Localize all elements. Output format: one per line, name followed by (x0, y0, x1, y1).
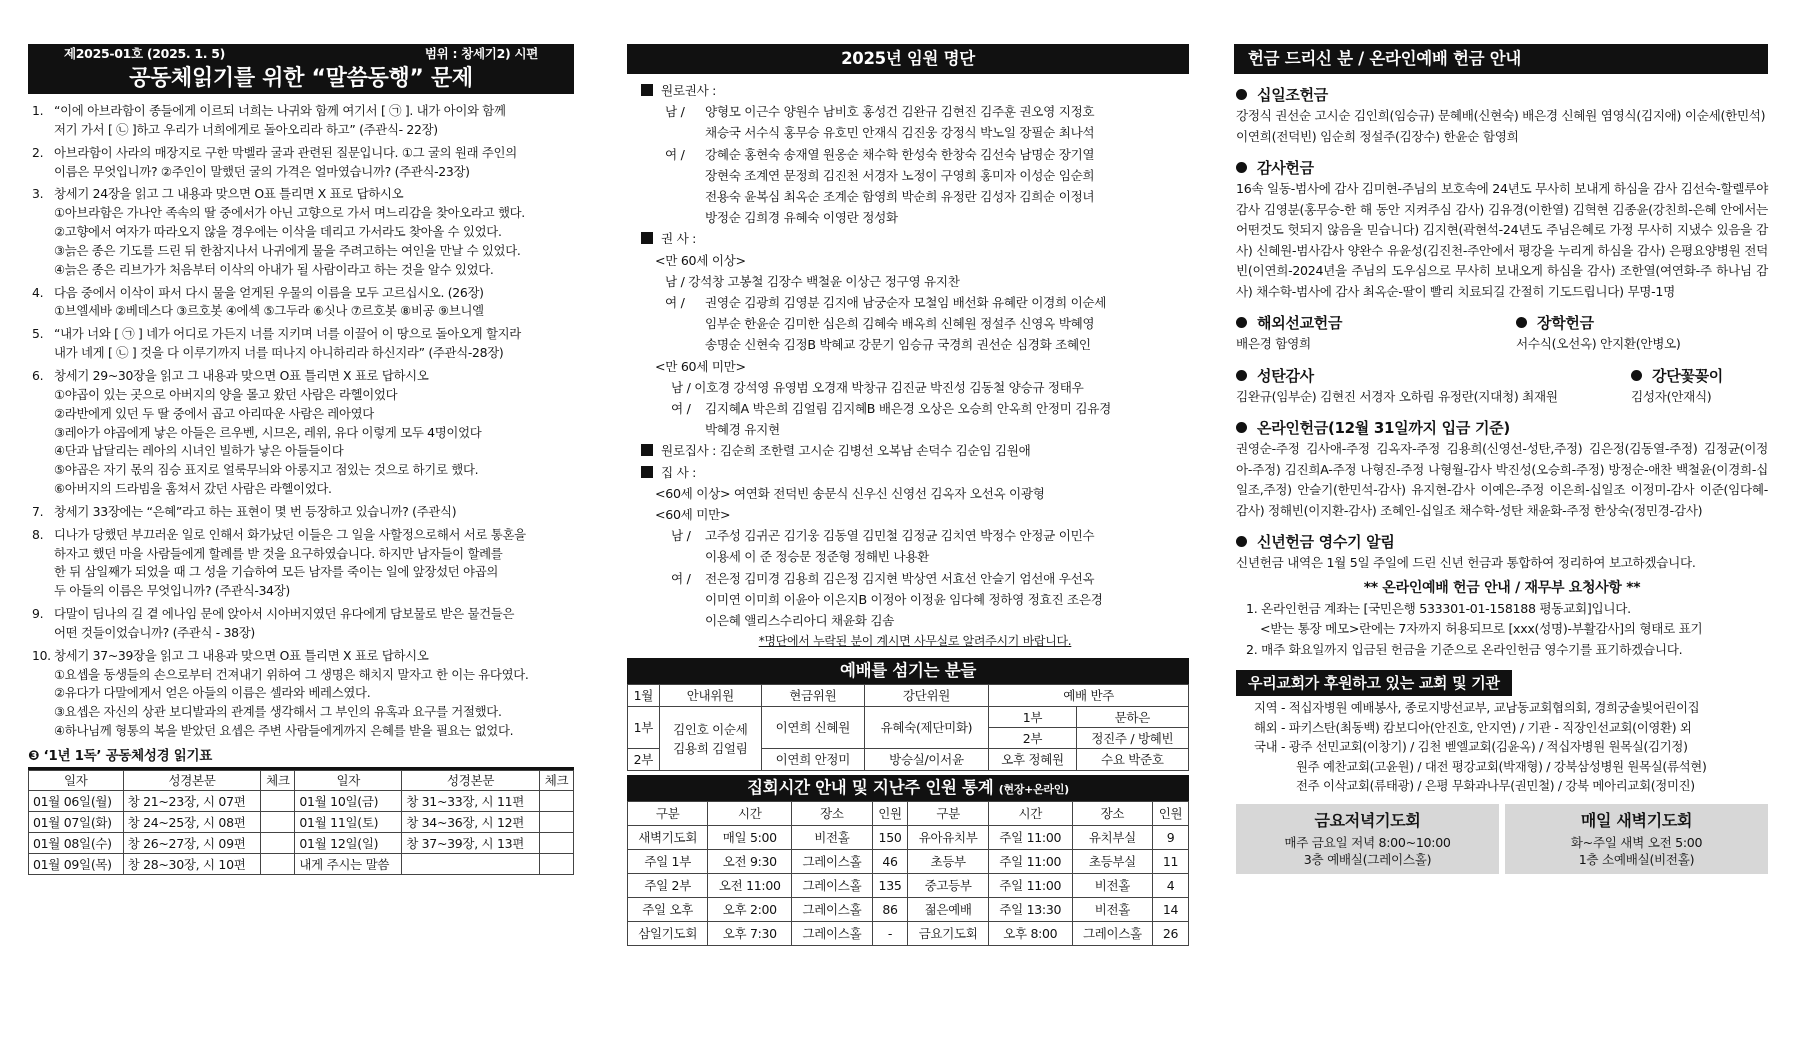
schedule-cell: 01월 10일(금) (295, 791, 402, 812)
question-line: 아브라함이 사라의 매장지로 구한 막벨라 굴과 관련된 질문입니다. ①그 굴의 원래 주인의 (54, 144, 517, 160)
quiz-question (32, 605, 574, 643)
stats-cell: 오후 8:00 (988, 922, 1072, 946)
question-number: 1. (32, 103, 44, 118)
request-item-1: 1. 온라인헌금 계좌는 [국민은행 533301-01-158188 평동교회]입니다. (1246, 600, 1631, 616)
stats-header-cell: 구분 (628, 802, 708, 826)
question-number: 9. (32, 606, 44, 622)
quiz-header (28, 44, 574, 94)
question-option: ③요셉은 자신의 상관 보디발과의 관계를 생각해서 그 부인의 유혹과 요구를 거절했다. (54, 704, 502, 720)
name-line: 이미연 이미희 이윤아 이은지B 이정아 이정윤 임다혜 정하영 정효진 조은경 (705, 591, 1103, 607)
schedule-cell (261, 854, 295, 875)
quiz-question (32, 325, 574, 363)
schedule-row (29, 812, 574, 833)
schedule-cell (540, 791, 574, 812)
servers-title: 예배를 섬기는 분들 (627, 658, 1189, 684)
schedule-cell: 01월 11일(토) (295, 812, 402, 833)
stats-cell: 오후 7:30 (708, 922, 792, 946)
name-line: 김지혜A 박은희 김얼림 김지혜B 배은경 오상은 오승희 안옥희 안정미 김유경 (705, 401, 1111, 417)
name-line: 이은혜 앨리스수리아디 채윤화 김솜 (705, 613, 895, 629)
left-column (28, 44, 574, 875)
stats-header-cell: 장소 (792, 802, 872, 826)
online-heading: 온라인헌금(12월 31일까지 입금 기준) (1257, 419, 1510, 437)
dawn-prayer-time: 화~주일 새벽 오전 5:00 (1570, 834, 1703, 850)
jipsa-female-names (705, 568, 1103, 632)
stats-cell: - (872, 922, 908, 946)
schedule-row (29, 791, 574, 812)
stats-cell: 4 (1153, 874, 1189, 898)
question-option: ④늙은 종은 리브가가 처음부터 이삭의 아내가 될 사람이라고 하는 것을 알수 있었다. (54, 261, 494, 277)
stats-cell: 46 (872, 850, 908, 874)
question-option: ⑥아버지의 드라빔을 훔쳐서 갔던 사람은 라헬이었다. (54, 481, 332, 497)
servers-header-cell: 예배 반주 (989, 685, 1189, 707)
bullet-square-icon (641, 444, 653, 456)
bullet-square-icon (641, 466, 653, 478)
question-number: 5. (32, 326, 44, 342)
schedule-cell (261, 791, 295, 812)
servers-header-cell: 현금위원 (762, 685, 865, 707)
friday-prayer-box (1236, 804, 1499, 874)
support-line: 국내 - 광주 선민교회(이창기) / 김천 벧엘교회(김윤옥) / 적십자병원 원목실(김기정) (1254, 739, 1688, 755)
name-line: 권영순 김광희 김영분 김지애 남궁순자 모철임 배선화 유혜란 이경희 이순세 (705, 295, 1107, 311)
kwonsa-60up-female-label: 여 / (665, 295, 685, 311)
schedule-header-cell: 일자 (295, 771, 402, 791)
bullet-dot-icon (1236, 162, 1247, 173)
jipsa-female-label: 여 / (671, 570, 691, 586)
schedule-header-cell: 체크 (261, 771, 295, 791)
stats-header-cell: 장소 (1072, 802, 1152, 826)
jipsa-male-label: 남 / (671, 528, 691, 544)
stats-cell: 유아유치부 (908, 826, 988, 850)
kwonsa-label: 권 사 : (661, 231, 697, 247)
stats-cell: 그레이스홀 (792, 874, 872, 898)
stats-row (628, 922, 1189, 946)
stats-row (628, 826, 1189, 850)
schedule-cell: 01월 06일(월) (29, 791, 124, 812)
thanks-list: 16속 일동-범사에 감사 김미현-주님의 보호속에 24년도 무사히 보내게 하심을 감사 김선숙-할렐루야 감사 김영분(홍무승-한 해 동안 지켜주심 감사) 김유경(이한열) 김혁현 김종윤(강친희-은혜 안에서는 어떤것도 헛되지 않음을 믿습니다) 김지현(곽현석-24년도 주님은혜로 가정 무사히 지냈수 있음을 감사) 신혜원-범사감사 양완수 유윤성(김진천-주안에서 평강을 누리게 하심을 감사) 은평요양병원 전덕빈(이연희-2024년을 주님의 도우심으로 무사히 보내오게 하심을 감사) 조한열(여연화-주 하나님 감사) 채수학-범사에 감사 최옥순-딸이 빨리 치료되길 간절히 기도드립니다) 무명-1명 (1236, 181, 1768, 299)
stats-title-small: (현장+온라인) (998, 783, 1069, 797)
schedule-header-cell: 성경본문 (123, 771, 261, 791)
officers-title: 2025년 임원 명단 (627, 44, 1189, 74)
servers-cell: 수요 박준호 (1076, 749, 1188, 771)
stats-cell: 14 (1153, 898, 1189, 922)
kwonsa-60up-label: <만 60세 이상> (655, 252, 746, 268)
servers-guides (659, 707, 762, 771)
stats-cell: 135 (872, 874, 908, 898)
kwonsa-60down-female-names (705, 398, 1111, 440)
stats-cell: 주일 11:00 (988, 850, 1072, 874)
request-item-2: 2. 매주 화요일까지 입금된 헌금을 기준으로 온라인헌금 영수기를 표기하겠습니다. (1246, 641, 1683, 657)
stats-table (627, 801, 1189, 946)
question-option: ②유다가 다말에게서 얻은 아들의 이름은 셀라와 베레스였다. (54, 685, 371, 701)
mission-list: 배은경 함영희 (1236, 336, 1311, 351)
schedule-cell: 01월 12일(일) (295, 833, 402, 854)
schedule-row (29, 833, 574, 854)
bullet-dot-icon (1236, 370, 1247, 381)
servers-cell: 2부 (989, 728, 1076, 749)
christmas-list: 김완규(임부순) 김현진 서경자 오하림 유정란(지대청) 최재원 (1236, 388, 1558, 404)
question-number: 3. (32, 186, 44, 202)
schedule-cell (540, 833, 574, 854)
bullet-dot-icon (1236, 317, 1247, 328)
name-line: 채승국 서수식 홍무승 유호민 안재식 김진웅 강정식 박노일 장필순 최나석 (705, 125, 1095, 141)
request-item-1-note: <받는 통장 메모>란에는 7자까지 허용되므로 [xxx(성명)-부활감사]의 형태로 표기 (1260, 621, 1703, 637)
quiz-question (32, 647, 574, 741)
stats-cell: 26 (1153, 922, 1189, 946)
servers-cell: 1부 (989, 707, 1076, 728)
elders-male-names (705, 101, 1094, 143)
question-option: ①아브라함은 가나안 족속의 딸 중에서가 아닌 고향으로 가서 며느리감을 찾아오라고 했다. (54, 205, 525, 221)
stats-cell: 유치부실 (1072, 826, 1152, 850)
kwonsa-60down-female-label: 여 / (671, 401, 691, 417)
question-line: 한 뒤 삼일째가 되었을 때 그 성을 기습하여 모든 남자를 죽이는 일에 앞장섰던 야곱의 (54, 564, 499, 580)
newyear-heading: 신년헌금 영수기 알림 (1257, 533, 1395, 551)
schedule-header-cell: 체크 (540, 771, 574, 791)
elders-male-label: 남 / (665, 104, 685, 120)
schedule-header-cell: 일자 (29, 771, 124, 791)
kwonsa-60down-label: <만 60세 미만> (655, 358, 746, 374)
name-line: 강혜순 홍현숙 송재열 원옹순 채수학 한성숙 한창숙 김선숙 남명순 장기열 (705, 146, 1095, 162)
friday-prayer-title: 금요저녁기도회 (1314, 810, 1421, 830)
dawn-prayer-box (1505, 804, 1768, 874)
schedule-cell: 01월 09일(목) (29, 854, 124, 875)
question-option: ①요셉을 동생들의 손으로부터 건져내기 위하여 그 생명은 해치지 말자고 한 이는 유다였다. (54, 666, 529, 682)
kwonsa-60up-male: 남 / 강석창 고봉철 김장수 백철윤 이상근 정구영 유지찬 (665, 273, 960, 289)
schedule-table (28, 770, 574, 875)
stats-cell: 주일 13:30 (988, 898, 1072, 922)
name-line: 고주성 김귀곤 김기웅 김동열 김민철 김정균 김치연 박정수 안정균 이민수 (705, 528, 1095, 544)
servers-month: 1월 (628, 685, 660, 707)
stats-cell: 초등부실 (1072, 850, 1152, 874)
servers-cell: 오후 정혜원 (989, 749, 1076, 771)
bullet-dot-icon (1631, 370, 1642, 381)
stats-cell: 150 (872, 826, 908, 850)
question-number: 2. (32, 144, 44, 160)
schedule-cell: 내게 주시는 말씀 (295, 854, 402, 875)
stats-cell: 비전홀 (1072, 874, 1152, 898)
question-option: ④단과 납달리는 레아의 시녀인 빌하가 낳은 아들들이다 (54, 443, 344, 459)
servers-cell: 문하은 (1076, 707, 1188, 728)
question-line: 이름은 무엇입니까? ②주인이 말했던 굴의 가격은 얼마였습니까? (주관식-23장) (54, 163, 470, 179)
question-number: 8. (32, 526, 44, 542)
stats-header-cell: 시간 (988, 802, 1072, 826)
issue-number: 제2025-01호 (2025. 1. 5) (64, 46, 226, 61)
servers-cell: 2부 (628, 749, 660, 771)
servers-cell: 김인호 이순세 (673, 721, 748, 737)
middle-column (627, 44, 1189, 946)
schedule-header-cell: 성경본문 (402, 771, 540, 791)
stats-cell: 매일 5:00 (708, 826, 792, 850)
name-line: 전용숙 윤복심 최옥순 조계순 함영희 박순희 유정란 김성자 김희순 이정녀 (705, 189, 1095, 205)
quiz-question (32, 367, 574, 499)
bullet-dot-icon (1236, 89, 1247, 100)
stats-row (628, 898, 1189, 922)
schedule-cell: 창 21~23장, 시 07편 (123, 791, 261, 812)
question-line: 창세기 37~39장을 읽고 그 내용과 맞으면 O표 틀리면 X 표로 답하시오 (54, 647, 429, 663)
request-heading: ** 온라인예배 헌금 안내 / 재무부 요청사항 ** (1363, 579, 1641, 596)
scholarship-heading: 장학헌금 (1537, 314, 1594, 332)
name-line: 방정순 김희경 유혜숙 이영란 정성화 (705, 210, 898, 226)
friday-prayer-time: 매주 금요일 저녁 8:00~10:00 (1284, 834, 1451, 850)
support-line: 해외 - 파키스탄(최동백) 캄보디아(안진호, 안지연) / 기관 - 직장인선교회(이영환) 외 (1254, 719, 1692, 735)
quiz-question (32, 185, 574, 279)
support-line: 원주 예찬교회(고윤원) / 대전 평강교회(박재형) / 강북삼성병원 원목실(류석현) (1296, 758, 1707, 774)
schedule-cell: 창 24~25장, 시 08편 (123, 812, 261, 833)
dawn-prayer-title: 매일 새벽기도회 (1580, 810, 1693, 830)
schedule-row (29, 854, 574, 875)
question-number: 4. (32, 284, 44, 300)
name-line: 송명순 신현숙 김정B 박혜교 강문기 임승규 국경희 권선순 심경화 조혜인 (705, 337, 1091, 353)
schedule-cell: 01월 07일(화) (29, 812, 124, 833)
stats-row (628, 850, 1189, 874)
support-line: 지역 - 적십자병원 예배봉사, 종로지방선교부, 교남동교회협의회, 경희궁솔빛어린이집 (1254, 700, 1700, 716)
schedule-cell (261, 833, 295, 854)
servers-cell: 이연희 안정미 (762, 749, 865, 771)
schedule-cell (261, 812, 295, 833)
jipsa-label: 집 사 : (661, 464, 697, 480)
jipsa-60down-label: <60세 미만> (655, 507, 731, 523)
bullet-square-icon (641, 232, 653, 244)
kwonsa-60down-male: 남 / 이호경 강석영 유영범 오경재 박창규 김진균 박진성 김동철 양승규 정태우 (671, 379, 1084, 395)
thanks-heading: 감사헌금 (1257, 159, 1314, 177)
name-line: 박혜경 유지현 (705, 422, 780, 438)
bullet-dot-icon (1236, 536, 1247, 547)
christmas-heading: 성탄감사 (1257, 366, 1314, 385)
question-line: 어떤 것들이었습니까? (주관식 - 38장) (54, 624, 255, 640)
question-option: ①야곱이 있는 곳으로 아버지의 양을 몰고 왔던 사람은 라헬이었다 (54, 386, 398, 402)
name-line: 양형모 이근수 양원수 남비호 홍성건 김완규 김현진 김주훈 권오영 지정호 (705, 104, 1095, 120)
stats-cell: 86 (872, 898, 908, 922)
servers-cell: 방승실/이서윤 (864, 749, 989, 771)
stats-cell: 금요기도회 (908, 922, 988, 946)
schedule-cell (540, 854, 574, 875)
servers-table (627, 684, 1189, 771)
tithe-heading: 십일조헌금 (1257, 86, 1328, 104)
schedule-cell (540, 812, 574, 833)
stats-title (627, 775, 1189, 801)
quiz-question (32, 503, 574, 522)
question-line: 두 아들의 이름은 무엇입니까? (주관식-34장) (54, 583, 290, 599)
stats-cell: 삼일기도회 (628, 922, 708, 946)
question-number: 10. (32, 647, 51, 663)
elders-label: 원로권사 : (661, 83, 717, 98)
right-column (1234, 44, 1768, 874)
schedule-cell: 창 34~36장, 시 12편 (402, 812, 540, 833)
flower-heading: 강단꽃꽂이 (1652, 366, 1723, 385)
name-line: 장현숙 조계연 문정희 김진천 서경자 노정이 구영희 홍미자 이성순 임순희 (705, 167, 1095, 183)
support-line: 전주 이삭교회(류태광) / 은평 무화과나무(권민철) / 강북 메아리교회(정미진) (1296, 778, 1695, 794)
bullet-dot-icon (1516, 317, 1527, 328)
name-line: 이용세 이 준 정승문 정준형 정해빈 나용환 (705, 549, 929, 565)
kwonsa-60up-female-names (705, 292, 1106, 356)
question-option: ③늙은 종은 기도를 드린 뒤 한참지나서 나귀에게 물을 주려고하는 여인을 만날 수 있었다. (54, 242, 521, 258)
stats-title-text: 집회시간 안내 및 지난주 인원 통계 (747, 778, 994, 798)
stats-cell: 중고등부 (908, 874, 988, 898)
stats-cell: 그레이스홀 (792, 898, 872, 922)
stats-cell: 비전홀 (1072, 898, 1152, 922)
stats-cell: 9 (1153, 826, 1189, 850)
flower-list: 김성자(안재식) (1631, 388, 1712, 404)
servers-cell: 김용희 김얼림 (673, 740, 748, 756)
deacons-label: 원로집사 : (661, 443, 717, 459)
question-number: 6. (32, 367, 44, 383)
question-line: 창세기 29~30장을 읽고 그 내용과 맞으면 O표 틀리면 X 표로 답하시오 (54, 367, 429, 383)
online-list: 권영순-주정 김사애-주정 김옥자-주정 김용희(신영선-성탄,주정) 김은정(김동열-주정) 김정균(이정아-주정) 김진희A-주정 나형진-주정 나형월-감사 박진성(오승희-주정) 방정순-애찬 백철윤(이경희-십일조,주정) 안슬기(한민석-감사) 유지현-감사 이예은-주정 이은희-십일조 이정미-감사 이준(임다혜-감사) 정해빈(이지환-감사) 조혜인-십일조 채수학-성탄 채윤화-주정 한상숙(정민경-감사) (1236, 441, 1768, 518)
schedule-cell: 창 37~39장, 시 13편 (402, 833, 540, 854)
stats-cell: 오전 11:00 (708, 874, 792, 898)
quiz-questions (28, 102, 574, 741)
stats-header-cell: 인원 (872, 802, 908, 826)
question-line: 창세기 24장을 읽고 그 내용과 맞으면 O표 틀리면 X 표로 답하시오 (54, 186, 404, 202)
dawn-prayer-place: 1층 소예배실(비전홀) (1578, 851, 1695, 867)
schedule-cell: 01월 08일(수) (29, 833, 124, 854)
stats-cell: 주일 오후 (628, 898, 708, 922)
quiz-range: 범위 : 창세기2) 시편 (424, 46, 538, 61)
bullet-dot-icon (1236, 422, 1247, 433)
bullet-square-icon (641, 84, 653, 96)
schedule-cell: 창 31~33장, 시 11편 (402, 791, 540, 812)
stats-header-cell: 시간 (708, 802, 792, 826)
jipsa-60up: <60세 이상> 여연화 전덕빈 송문식 신우신 신영선 김옥자 오선옥 이광형 (655, 485, 1045, 501)
stats-cell: 주일 11:00 (988, 826, 1072, 850)
newyear-text: 신년헌금 내역은 1월 5일 주일에 드린 신년 헌금과 통합하여 정리하여 보고하겠습니다. (1236, 555, 1696, 570)
stats-cell: 오전 9:30 (708, 850, 792, 874)
stats-header-cell: 인원 (1153, 802, 1189, 826)
question-line: “이에 아브라함이 종들에게 이르되 너희는 나귀와 함께 여기서 [ ㉠ ]. 내가 아이와 함께 (54, 103, 506, 118)
servers-cell: 이연희 신혜원 (762, 707, 865, 749)
elders-female-label: 여 / (665, 146, 685, 162)
schedule-cell: 창 28~30장, 시 10편 (123, 854, 261, 875)
question-option: ⑤야곱은 자기 몫의 짐승 표지로 얼룩무늬와 아롱지고 점있는 것으로 하기로 했다. (54, 462, 479, 478)
officers-note: *명단에서 누락된 분이 계시면 사무실로 알려주시기 바랍니다. (758, 634, 1072, 649)
tithe-list: 강정식 권선순 고시순 김인희(임승규) 문혜배(신현숙) 배은경 신혜원 염영식(김지애) 이순세(한민석) 이연희(전덕빈) 임순희 정설주(김장수) 한윤순 함영희 (1236, 108, 1766, 144)
schedule-cell (402, 854, 540, 875)
name-line: 전은정 김미경 김용희 김은정 김지현 박상연 서효선 안슬기 엄선애 우선옥 (705, 570, 1095, 586)
stats-cell: 젊은예배 (908, 898, 988, 922)
stats-row (628, 874, 1189, 898)
servers-cell: 정진주 / 방혜빈 (1076, 728, 1188, 749)
support-title: 우리교회가 후원하고 있는 교회 및 기관 (1236, 670, 1512, 696)
jipsa-male-names (705, 525, 1094, 567)
stats-cell: 주일 1부 (628, 850, 708, 874)
name-line: 임부순 한윤순 김미한 심은희 김혜숙 배옥희 신혜원 정설주 신영옥 박혜영 (705, 316, 1095, 332)
scholarship-list: 서수식(오선옥) 안지환(안병오) (1516, 336, 1681, 351)
question-number: 7. (32, 503, 44, 519)
friday-prayer-place: 3층 예배실(그레이스홀) (1303, 851, 1432, 867)
stats-cell: 새벽기도회 (628, 826, 708, 850)
quiz-question (32, 144, 574, 182)
schedule-cell: 창 26~27장, 시 09편 (123, 833, 261, 854)
servers-cell: 유혜숙(제단미화) (864, 707, 989, 749)
stats-header-cell: 구분 (908, 802, 988, 826)
question-option: ②라반에게 있던 두 딸 중에서 곱고 아리따운 사람은 레아였다 (54, 405, 374, 421)
stats-cell: 주일 11:00 (988, 874, 1072, 898)
quiz-question (32, 284, 574, 322)
support-list (1236, 698, 1768, 796)
quiz-title: 공동체읽기를 위한 “말씀동행” 문제 (129, 66, 473, 91)
stats-cell: 오후 2:00 (708, 898, 792, 922)
servers-cell: 1부 (628, 707, 660, 749)
elders-female-names (705, 144, 1094, 229)
servers-header-cell: 강단위원 (864, 685, 989, 707)
quiz-question (32, 526, 574, 601)
servers-header-cell: 안내위원 (659, 685, 762, 707)
stats-cell: 그레이스홀 (792, 850, 872, 874)
stats-cell: 비전홀 (792, 826, 872, 850)
question-line: ①브엘세바 ②베데스다 ③르호봇 ④에섹 ⑤그두라 ⑥싯나 ⑦르호봇 ⑧비공 ⑨브니엘 (54, 303, 484, 319)
stats-cell: 그레이스홀 (792, 922, 872, 946)
offering-title: 헌금 드리신 분 / 온라인예배 헌금 안내 (1234, 44, 1768, 74)
schedule-title: ❸ ‘1년 1독’ 공동체성경 읽기표 (28, 745, 574, 770)
deacons-names: 김순희 조한렬 고시순 김병선 오복남 손덕수 김순임 김원애 (719, 443, 1031, 459)
stats-cell: 11 (1153, 850, 1189, 874)
question-line: 하자고 했던 마을 사람들에게 할례를 받 것을 요구하였습니다. 하지만 남자들이 할례를 (54, 545, 503, 561)
mission-heading: 해외선교헌금 (1257, 314, 1343, 332)
question-line: 다말이 딤나의 길 곁 에나임 문에 앉아서 시아버지였던 유다에게 담보물로 받은 물건들은 (54, 606, 515, 622)
question-line: “내가 너와 [ ㉠ ] 네가 어디로 가든지 너를 지키며 너를 이끌어 이 땅으로 돌아오게 할지라 (54, 326, 521, 342)
question-option: ③레아가 야곱에게 낳은 아들은 르우벤, 시므온, 레위, 유다 이렇게 모두 4명이었다 (54, 424, 482, 440)
question-option: ④하나님께 형통의 복을 받았던 요셉은 주변 사람들에게까지 은혜를 받을 필요는 없었다. (54, 723, 514, 739)
question-line: 창세기 33장에는 “은혜”라고 하는 표현이 몇 번 등장하고 있습니까? (주관식) (54, 503, 457, 519)
stats-cell: 그레이스홀 (1072, 922, 1152, 946)
stats-cell: 주일 2부 (628, 874, 708, 898)
question-line: 저기 가서 [ ㉡ ]하고 우리가 너희에게로 돌아오리라 하고” (주관식- 22장) (54, 121, 438, 137)
question-line: 내가 네게 [ ㉡ ] 것을 다 이루기까지 너를 떠나지 아니하리라 하신지라” (주관식-28장) (54, 345, 504, 361)
question-line: 다음 중에서 이삭이 파서 다시 물을 얻게된 우물의 이름을 모두 고르십시오. (26장) (54, 284, 484, 300)
question-option: ②고향에서 여자가 따라오지 않을 경우에는 이삭을 데리고 가서라도 찾아올 수 있었다. (54, 224, 502, 240)
quiz-question (32, 102, 574, 140)
stats-cell: 초등부 (908, 850, 988, 874)
question-line: 디나가 당했던 부끄러운 일로 인해서 화가났던 이들은 그 일을 사할정으로해서 서로 통혼을 (54, 526, 526, 542)
